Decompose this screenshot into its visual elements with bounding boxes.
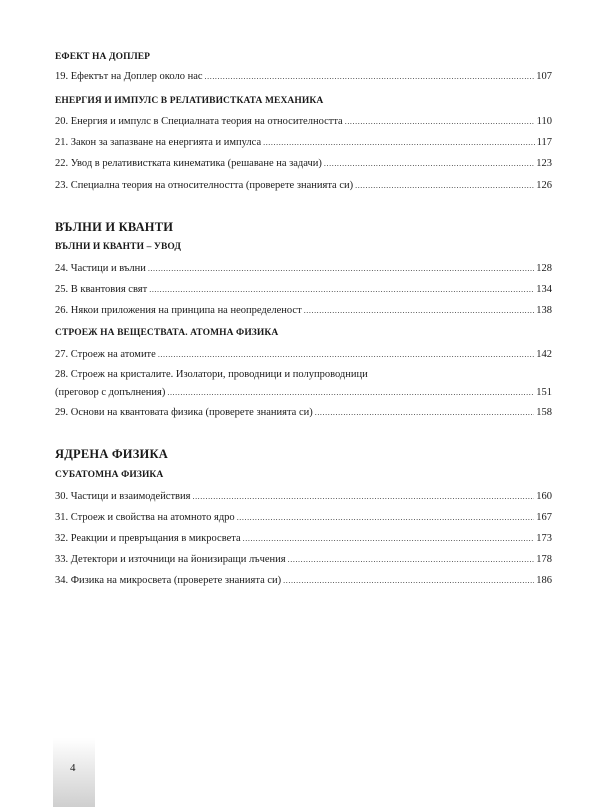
toc-entry-title: 26. Някои приложения на принципа на неопределеност: [55, 305, 302, 316]
toc-entry-23[interactable]: [55, 179, 552, 192]
dot-leader: [205, 70, 535, 83]
toc-entry-page: 158: [536, 407, 552, 418]
section-heading-atomic: СТРОЕЖ НА ВЕЩЕСТВАТА. АТОМНА ФИЗИКА: [55, 328, 279, 338]
toc-entry-title: (преговор с допълнения): [55, 387, 166, 398]
toc-entry-title: 24. Частици и вълни: [55, 263, 146, 274]
toc-entry-page: 151: [536, 387, 552, 398]
toc-entry-title: 30. Частици и взаимодействия: [55, 491, 191, 502]
toc-entry-title: 32. Реакции и превръщания в микросвета: [55, 533, 241, 544]
toc-entry-24[interactable]: [55, 262, 552, 275]
toc-entry-page: 128: [536, 263, 552, 274]
dot-leader: [345, 115, 535, 128]
toc-entry-page: 110: [536, 116, 552, 127]
toc-entry-title: 19. Ефектът на Доплер около нас: [55, 71, 203, 82]
section-title-waves: ВЪЛНИ И КВАНТИ: [55, 220, 174, 234]
toc-entry-27[interactable]: [55, 348, 552, 361]
toc-entry-26[interactable]: [55, 304, 552, 317]
toc-entry-21[interactable]: [55, 136, 552, 149]
toc-entry-title: 33. Детектори и източници на йонизиращи лъчения: [55, 554, 286, 565]
toc-entry-28[interactable]: [55, 386, 552, 399]
toc-entry-page: 126: [536, 180, 552, 191]
toc-entry-title: 27. Строеж на атомите: [55, 349, 156, 360]
dot-leader: [243, 532, 535, 545]
toc-entry-19[interactable]: [55, 70, 552, 83]
dot-leader: [192, 490, 534, 503]
toc-entry-page: 138: [536, 305, 552, 316]
dot-leader: [324, 157, 534, 170]
toc-entry-28-line1[interactable]: 28. Строеж на кристалите. Изолатори, проводници и полупроводници: [55, 369, 368, 380]
toc-entry-title: 34. Физика на микросвета (проверете знанията си): [55, 575, 282, 586]
section-heading-subatomic: СУБАТОМНА ФИЗИКА: [55, 470, 164, 480]
section-heading-relativity: ЕНЕРГИЯ И ИМПУЛС В РЕЛАТИВИСТКАТА МЕХАНИКА: [55, 96, 324, 106]
toc-entry-title: 20. Енергия и импулс в Специалната теория на относителността: [55, 116, 343, 127]
dot-leader: [263, 136, 535, 149]
toc-entry-25[interactable]: [55, 283, 552, 296]
toc-entry-page: 107: [536, 71, 552, 82]
dot-leader: [149, 283, 534, 296]
toc-entry-33[interactable]: [55, 553, 552, 566]
toc-entry-31[interactable]: [55, 511, 552, 524]
section-heading-doppler: ЕФЕКТ НА ДОПЛЕР: [55, 52, 151, 62]
toc-entry-page: 142: [536, 349, 552, 360]
dot-leader: [315, 406, 535, 419]
toc-entry-22[interactable]: [55, 157, 552, 170]
toc-entry-page: 173: [536, 533, 552, 544]
toc-entry-page: 160: [536, 491, 552, 502]
dot-leader: [148, 262, 534, 275]
toc-entry-title: 21. Закон за запазване на енергията и импулса: [55, 137, 262, 148]
dot-leader: [158, 348, 534, 361]
toc-entry-page: 134: [536, 284, 552, 295]
toc-entry-title: 29. Основи на квантовата физика (проверете знанията си): [55, 407, 313, 418]
toc-entry-30[interactable]: [55, 490, 552, 503]
dot-leader: [167, 386, 534, 399]
toc-entry-title: 23. Специална теория на относителността (проверете знанията си): [55, 180, 354, 191]
toc-entry-page: 186: [536, 575, 552, 586]
toc-entry-title: 31. Строеж и свойства на атомното ядро: [55, 512, 235, 523]
toc-entry-32[interactable]: [55, 532, 552, 545]
toc-entry-page: 178: [536, 554, 552, 565]
toc-entry-title: 22. Увод в релативистката кинематика (решаване на задачи): [55, 158, 322, 169]
toc-entry-title: 25. В квантовия свят: [55, 284, 148, 295]
dot-leader: [283, 574, 534, 587]
dot-leader: [288, 553, 535, 566]
toc-entry-page: 117: [536, 137, 552, 148]
toc-entry-page: 167: [536, 512, 552, 523]
toc-entry-34[interactable]: [55, 574, 552, 587]
dot-leader: [304, 304, 535, 317]
dot-leader: [355, 179, 534, 192]
toc-entry-20[interactable]: [55, 115, 552, 128]
toc-entry-page: 123: [536, 158, 552, 169]
dot-leader: [237, 511, 535, 524]
toc-entry-29[interactable]: [55, 406, 552, 419]
section-heading-waves-intro: ВЪЛНИ И КВАНТИ – УВОД: [55, 242, 182, 252]
page-number: 4: [70, 762, 76, 774]
section-title-nuclear: ЯДРЕНА ФИЗИКА: [55, 447, 168, 461]
